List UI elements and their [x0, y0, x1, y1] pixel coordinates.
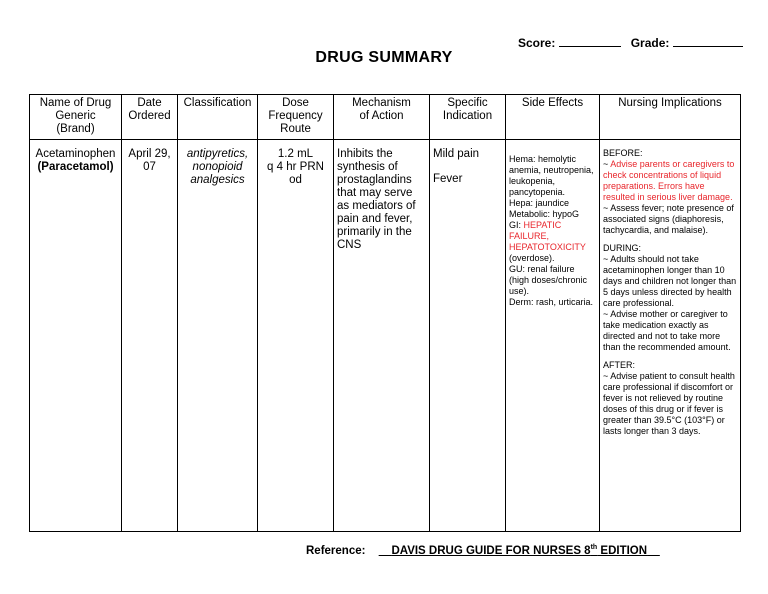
dose-line: 1.2 mL: [277, 148, 314, 160]
grade-label: Grade: [630, 36, 666, 50]
header-name-line: (Brand): [56, 123, 95, 135]
reference-line: [306, 544, 660, 557]
drug-summary-table: [29, 94, 741, 532]
indication-item: Fever: [433, 173, 463, 185]
reference-title: DAVIS DRUG GUIDE FOR NURSES 8: [391, 544, 591, 557]
header-dose-line: Frequency: [268, 110, 323, 122]
header-indication-line: Specific: [447, 97, 488, 109]
header-nursing-line: Nursing Implications: [618, 97, 722, 109]
table-row: [30, 140, 741, 532]
header-date-line: Date: [137, 97, 162, 109]
nursing-after-label: AFTER:: [603, 360, 636, 370]
header-classification-line: Classification: [183, 97, 252, 109]
cell-classification: [178, 140, 258, 532]
header-mechanism-line: Mechanism: [352, 97, 411, 109]
header-date: [122, 95, 178, 140]
dose-line: od: [289, 174, 302, 186]
score-blank: [559, 34, 621, 47]
reference-value: [379, 545, 660, 557]
class-line: analgesics: [190, 174, 245, 186]
header-indication-line: Indication: [442, 110, 493, 122]
score-grade-line: Score: Grade:: [518, 34, 743, 50]
header-name: [30, 95, 122, 140]
generic-name: Acetaminophen: [35, 148, 116, 160]
header-side-effects-line: Side Effects: [521, 97, 584, 109]
nursing-after-item: ~ Advise patient to consult health care professional if discomfort or fever is not relieved by routine doses of this drug or if fever is greater than 39.5°C (103°F) or lasts longer than 3 days.: [603, 371, 735, 436]
table-header-row: [30, 95, 741, 140]
nursing-during-label: DURING:: [603, 243, 641, 253]
nursing-before-item: [603, 159, 737, 203]
header-dose-line: Dose: [282, 97, 309, 109]
cell-indication: [430, 140, 506, 532]
header-name-line: Generic: [55, 110, 96, 122]
gi-warning: HEPATIC FAILURE,: [509, 220, 562, 241]
score-label: Score: [518, 36, 552, 50]
gi-warning: HEPATOTOXICITY: [509, 242, 586, 252]
header-date-line: Ordered: [128, 110, 171, 122]
side-effect-gu: GU: renal failure (high doses/chronic use).: [509, 264, 588, 296]
header-side-effects: [506, 95, 600, 140]
side-effect-hema: Hema: hemolytic anemia, neutropenia, leukopenia, pancytopenia.: [509, 154, 594, 197]
side-effect-derm: Derm: rash, urticaria.: [509, 297, 594, 307]
brand-name: (Paracetamol): [37, 161, 114, 173]
indication-item: Mild pain: [433, 148, 480, 160]
cell-mechanism: [334, 140, 430, 532]
header-indication: [430, 95, 506, 140]
nursing-during-item: ~ Advise mother or caregiver to take medication exactly as directed and not to take more than the recommended amount.: [603, 309, 731, 352]
cell-side-effects: [506, 140, 600, 532]
nursing-before-item: ~ Assess fever; note presence of associated signs (diaphoresis, tachycardia, and malaise).: [603, 203, 734, 235]
date-line: 07: [143, 161, 156, 173]
class-line: nonopioid: [192, 161, 243, 173]
gi-prefix: GI:: [509, 220, 522, 230]
nursing-during-item: ~ Adults should not take acetaminophen longer than 10 days and children not longer than 5 days unless directed by health care professional.: [603, 254, 737, 308]
grade-blank: [673, 34, 743, 47]
side-effect-gi: [509, 220, 596, 264]
header-dose-line: Route: [280, 123, 311, 135]
reference-sup: th: [590, 544, 598, 551]
reference-label: Reference:: [306, 544, 366, 557]
tilde: ~: [603, 159, 609, 169]
class-line: antipyretics,: [186, 148, 249, 160]
cell-nursing: [600, 140, 741, 532]
cell-date: [122, 140, 178, 532]
dose-line: q 4 hr PRN: [267, 161, 324, 173]
cell-dose: [258, 140, 334, 532]
date-line: April 29,: [128, 148, 171, 160]
mechanism-text: Inhibits the synthesis of prostaglandins that may serve as mediators of pain and fever, primarily in the CNS: [337, 148, 416, 251]
header-nursing: [600, 95, 741, 140]
side-effect-metabolic: Metabolic: hypoG: [509, 209, 580, 219]
reference-tail: EDITION: [597, 544, 648, 557]
header-mechanism-line: of Action: [359, 110, 404, 122]
header-name-line: Name of Drug: [39, 97, 112, 109]
page-title: DRUG SUMMARY: [315, 49, 453, 66]
nursing-warning: Advise parents or caregivers to check concentrations of liquid preparations. Errors have resulted in serious liver damage.: [603, 159, 735, 202]
header-mechanism: [334, 95, 430, 140]
gi-suffix: (overdose).: [509, 253, 555, 263]
nursing-before-label: BEFORE:: [603, 148, 643, 158]
header-dose: [258, 95, 334, 140]
cell-drug-name: [30, 140, 122, 532]
side-effect-hepa: Hepa: jaundice: [509, 198, 570, 208]
header-classification: [178, 95, 258, 140]
